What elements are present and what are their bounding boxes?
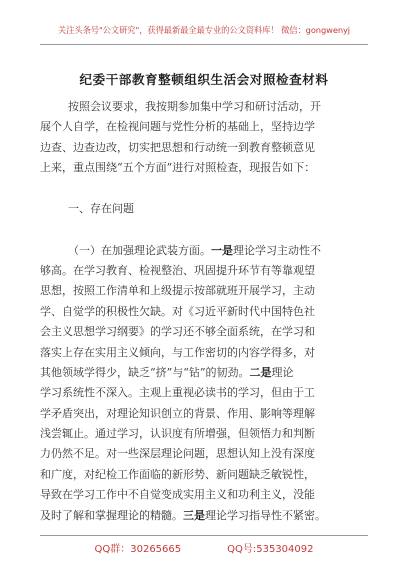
text-line (40, 444, 372, 464)
text-line (40, 117, 372, 137)
page-header: 关注头条号"公文研究"，获得最新最全最专业的公文资料库！ 微信：gongwenyj (57, 25, 350, 35)
page-footer (40, 540, 368, 555)
line-text: 理论学习主动性不 (233, 243, 321, 257)
document-body (40, 97, 372, 526)
line-text: 学矛盾突出，对理论知识创立的背景、作用、影响等理解 (40, 406, 315, 420)
text-line (40, 404, 372, 424)
line-text: 理论 (271, 365, 294, 379)
emphasis-text: 二是 (249, 365, 272, 379)
footer-qq-group: QQ群：30265665 (94, 544, 182, 555)
text-line (68, 199, 372, 219)
line-text: 力仍然不足。对一些深层理论问题，思想认知上没有深度 (40, 447, 315, 461)
line-text: 够高。在学习教育、检视整治、巩固提升环节有等靠观望 (40, 263, 315, 277)
text-line (40, 383, 372, 403)
line-text: 按照会议要求，我按期参加集中学习和研讨活动，开 (68, 100, 321, 113)
text-line (68, 241, 372, 261)
text-line (40, 343, 372, 363)
text-line (40, 302, 372, 322)
text-line (40, 506, 372, 526)
document-title: 纪委干部教育整顿组织生活会对照检查材料 (79, 72, 329, 87)
paragraph-gap (68, 220, 372, 241)
text-line (68, 97, 372, 117)
line-text: 思想，按照工作清单和上级提示按部就班开展学习，主动 (40, 284, 315, 298)
line-text: 理论学习指导性不紧密。 (205, 508, 326, 522)
line-text: 其他领域学得少，缺乏“挤”与“钻”的韧劲。 (40, 365, 250, 379)
line-text: 边查、边查边改，切实把思想和行动统一到教育整顿意见 (40, 140, 315, 154)
text-line (40, 465, 372, 485)
line-text: 会主义思想学习纲要》的学习还不够全面系统，在学习和 (40, 325, 315, 339)
line-text: 导致在学习工作中不自觉变成实用主义和功利主义，没能 (40, 488, 315, 502)
text-line (40, 485, 372, 505)
line-text: （一）在加强理论武装方面。 (68, 243, 211, 257)
paragraph-gap (68, 179, 372, 200)
text-line (40, 281, 372, 301)
footer-qq-number: QQ号:535304092 (227, 544, 314, 555)
line-text: 学、自觉学的积极性欠缺。对《习近平新时代中国特色社 (40, 304, 315, 318)
line-text: 浅尝辄止。通过学习，认识度有所增强，但领悟力和判断 (40, 427, 315, 441)
emphasis-text: 三是 (183, 508, 205, 522)
line-text: 落实上存在实用主义倾向，与工作密切的内容学得多，对 (40, 345, 315, 359)
text-line (40, 261, 372, 281)
line-text: 和广度，对纪检工作面临的新形势、新问题缺乏敏锐性， (40, 467, 315, 481)
line-text: 一、存在问题 (68, 202, 134, 216)
text-line (40, 363, 372, 383)
line-text: 及时了解和掌握理论的精髓。 (40, 508, 183, 522)
text-line (40, 158, 372, 178)
text-line (40, 138, 372, 158)
footer-divider (40, 535, 368, 536)
header-divider (40, 44, 368, 45)
line-text: 学习系统性不深入。主观上重视必读书的学习，但由于工 (40, 386, 315, 400)
line-text: 上来，重点围绕“五个方面”进行对照检查，现报告如下： (40, 161, 316, 175)
text-line (40, 322, 372, 342)
emphasis-text: 一是 (211, 243, 233, 257)
line-text: 展个人自学，在检视问题与党性分析的基础上，坚持边学 (40, 120, 315, 134)
text-line (40, 424, 372, 444)
